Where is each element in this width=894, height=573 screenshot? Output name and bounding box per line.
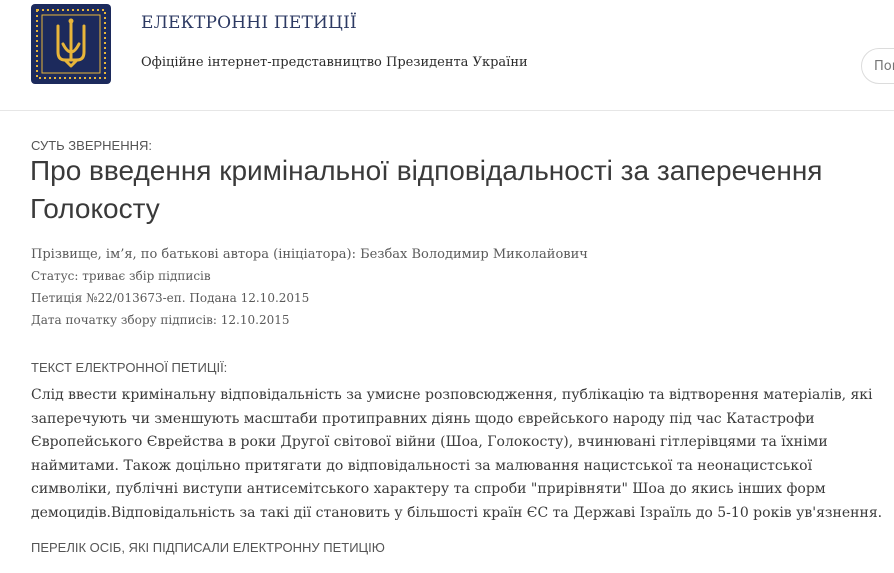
site-title[interactable]: ЕЛЕКТРОННІ ПЕТИЦІЇ bbox=[141, 13, 357, 33]
petition-text: Слід ввести кримінальну відповідальність за умисне розповсюдження, публікацію та відтворення матеріалів, які заперечують чи зменшують масштаби протиправних діянь щодо єврейського народу під час Катастрофи Європейського Єврейства в роки Другої світової війни (Шоа, Голокосту), вчинювані гітлерівцями та їхніми наймитами. Також доцільно притягати до відповідальності за малювання нацистської та неонацистської символіки, публічні виступи антисемітського характеру та спроби "прирівняти" Шоа до якись інших форм демоцидів.Відповідальність за такі дії становить у більшості країн ЄС та Державі Ізраїль до 5-10 років ув'язнення. bbox=[31, 387, 883, 521]
essence-label: СУТЬ ЗВЕРНЕННЯ: bbox=[31, 138, 152, 153]
petition-author: Прізвище, ім’я, по батькові автора (ініціатора): Безбах Володимир Миколайович bbox=[31, 247, 588, 262]
petition-title: Про введення кримінальної відповідальності за заперечення Голокосту bbox=[30, 155, 823, 224]
petition-number: Петиція №22/013673-еп. Подана 12.10.2015 bbox=[31, 291, 310, 305]
petition-text-label: ТЕКСТ ЕЛЕКТРОННОЇ ПЕТИЦІЇ: bbox=[31, 360, 228, 375]
site-header bbox=[0, 0, 894, 111]
search-input[interactable] bbox=[861, 48, 894, 84]
trident-icon bbox=[31, 4, 111, 84]
signers-label: ПЕРЕЛІК ОСІБ, ЯКІ ПІДПИСАЛИ ЕЛЕКТРОННУ ПЕТИЦІЮ bbox=[31, 540, 385, 555]
site-logo[interactable] bbox=[31, 4, 111, 84]
site-subtitle: Офіційне інтернет-представництво Президента України bbox=[141, 55, 528, 70]
petition-start-date: Дата початку збору підписів: 12.10.2015 bbox=[31, 313, 290, 327]
petition-status: Статус: триває збір підписів bbox=[31, 269, 211, 283]
